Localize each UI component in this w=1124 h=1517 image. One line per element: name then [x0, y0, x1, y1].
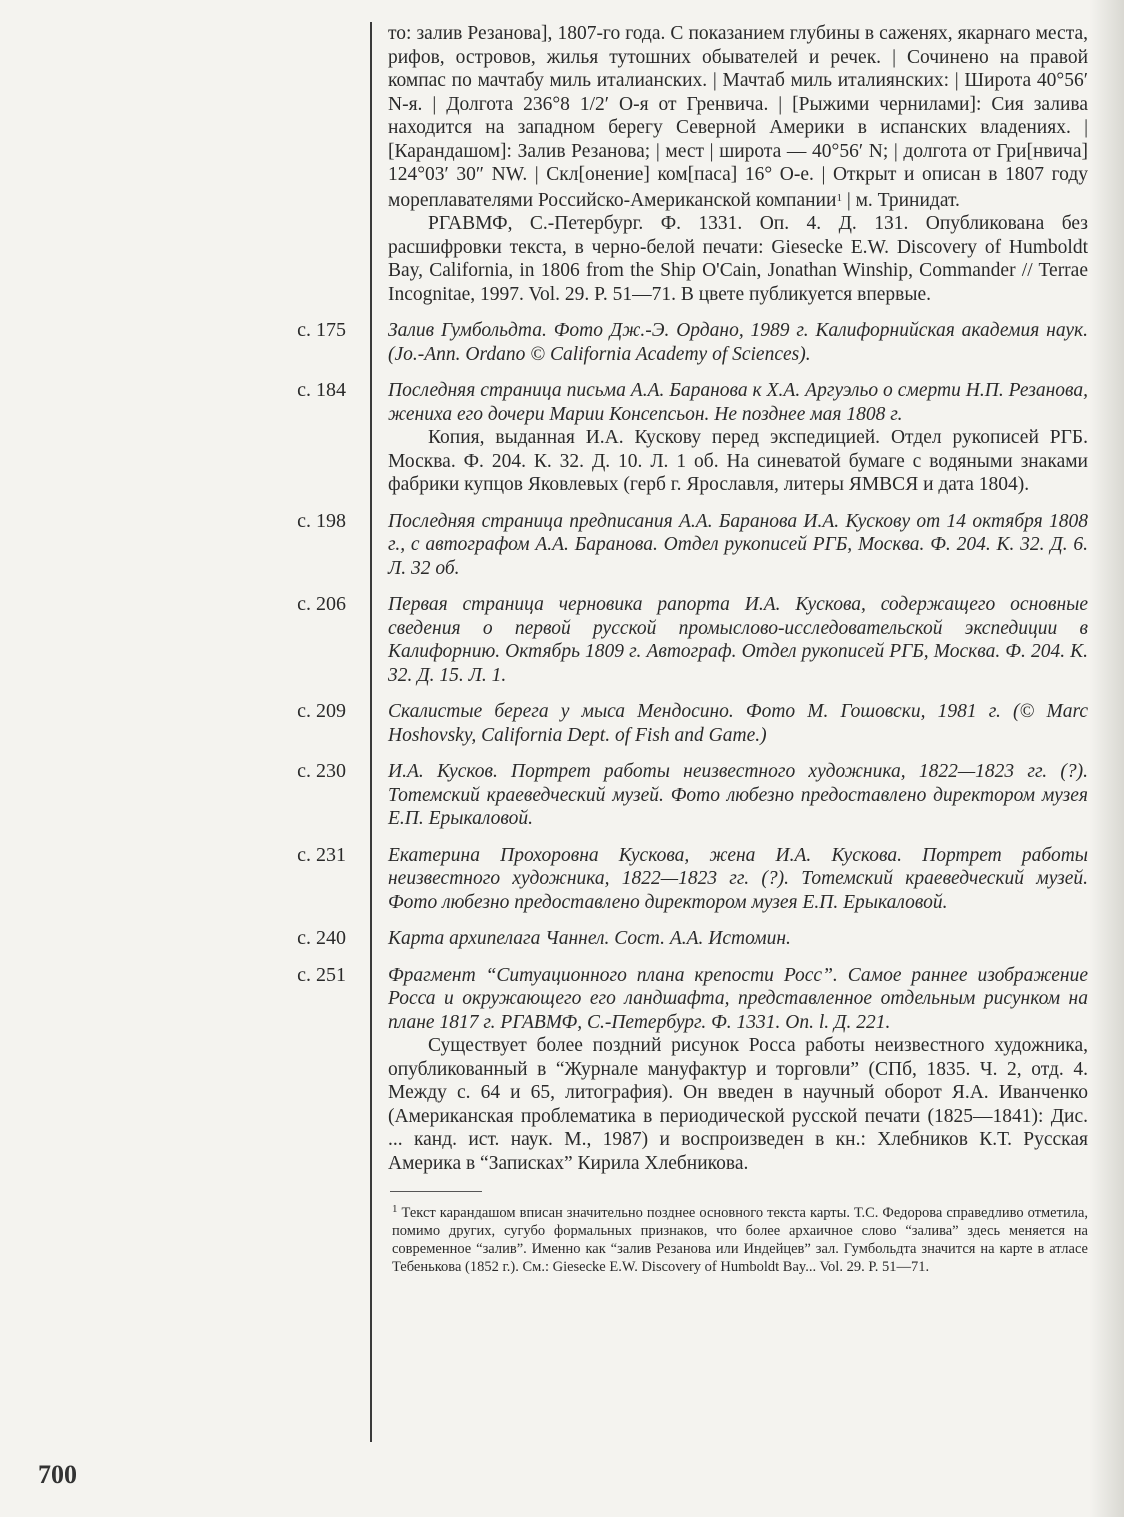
caption-entry: [297, 509, 1088, 581]
caption-entry: [297, 379, 1088, 497]
page-ref: с. 251: [297, 963, 346, 986]
caption-entry: [297, 843, 1088, 915]
caption-entry: [297, 700, 1088, 747]
column-rule: [370, 22, 372, 1442]
caption-text: Последняя страница предписания А.А. Баранова И.А. Кускову от 14 октября 1808 г., с автографом А.А. Баранова. Отдел рукописей РГБ, Москва. Ф. 204. К. 32. Д. 6. Л. 32 об.: [388, 510, 1088, 579]
caption-text: Первая страница черновика рапорта И.А. Кускова, содержащего основные сведения о первой русской промыслово-исследовательской экспедиции в Калифорнию. Октябрь 1809 г. Автограф. Отдел рукописей РГБ, Москва. Ф. 204. К. 32. Д. 15. Л. 1.: [388, 594, 1088, 686]
page-ref: с. 175: [297, 319, 346, 341]
footnote-separator: [390, 1191, 482, 1192]
page-ref: с. 231: [297, 843, 346, 866]
caption-text: Фрагмент “Ситуационного плана крепости Росс”. Самое раннее изображение Росса и окружающего его ландшафта, представленное отдельным рисунком на плане 1817 г. РГАВМФ, С.-Петербург. Ф. 1331. Оп. l. Д. 221.: [388, 964, 1088, 1033]
page-ref: с. 206: [297, 593, 346, 615]
intro-text-end: | м. Тринидат.: [841, 189, 960, 211]
page-ref: с. 184: [297, 379, 346, 401]
footnote-mark: 1: [392, 1203, 398, 1215]
caption-text: Последняя страница письма А.А. Баранова к Х.А. Аргуэльо о смерти Н.П. Резанова, жениха его дочери Марии Консепсьон. Не позднее мая 1808 г.: [388, 380, 1088, 425]
caption-text: Залив Гумбольдта. Фото Дж.-Э. Ордано, 1989 г. Калифорнийская академия наук. (Jo.-Ann. Ordano © California Academy of Sciences).: [388, 320, 1088, 365]
footnote-text: Текст карандашом вписан значительно позднее основного текста карты. Т.С. Федорова справедливо отметила, помимо других, сугубо формальных признаков, что более архаичное слово “залива” здесь меняется на современное “залив”. Именно как “залив Резанова или Индейцев” зал. Гумбольдта значится на карте в атласе Тебенькова (1852 г.). См.: Giesecke E.W. Discovery of Humboldt Bay... Vol. 29. P. 51—71.: [392, 1205, 1089, 1275]
text-column: [297, 22, 1089, 1276]
caption-note: Копия, выданная И.А. Кускову перед экспедицией. Отдел рукописей РГБ. Москва. Ф. 204. К. 32. Д. 10. Л. 1 об. На синеватой бумаге с водяными знаками фабрики купцов Яковлевых (герб г. Ярославля, литеры ЯМВСЯ и дата 1804).: [388, 427, 1088, 495]
page-ref: с. 209: [297, 700, 346, 722]
page-ref: с. 198: [297, 509, 346, 532]
footnote: [392, 1200, 1088, 1276]
caption-entry: [297, 319, 1088, 366]
page-ref: с. 240: [297, 927, 346, 949]
footnote-ref[interactable]: 1: [836, 191, 842, 204]
intro-text: то: залив Резанова], 1807-го года. С показанием глубины в саженях, якарнаго места, рифов, островов, жилья тутошних обывателей и речек. | Сочинено на правой компас по мачтабу миль италианских. | Мачтаб миль италиянских: | Широта 40°56′ N-я. | Долгота 236°8 1/2′ О-я от Гренвича. | [Рыжими чернилами]: Сия залива находится на западном берегу Северной Америки в испанских владениях. | [Карандашом]: Залив Резанова; | мест | широта — 40°56′ N; | долгота от Гри[нвича] 124°03′ 30″ NW. | Скл[онение] ком[паса] 16° О-е. | Открыт и описан в 1807 году мореплавателями Российско-Американской компании: [388, 23, 1088, 211]
page-ref: с. 230: [297, 760, 346, 782]
intro-paragraph: [388, 22, 1088, 212]
caption-text: Екатерина Прохоровна Кускова, жена И.А. Кускова. Портрет работы неизвестного художника, 1822—1823 гг. (?). Тотемский краеведческий музей. Фото любезно предоставлено директором музея Е.П. Ерыкаловой.: [388, 844, 1088, 913]
caption-entry: [297, 593, 1088, 687]
caption-entry: [297, 760, 1088, 831]
caption-text: Карта архипелага Чаннел. Сост. А.А. Истомин.: [388, 928, 791, 949]
source-paragraph: РГАВМФ, С.-Петербург. Ф. 1331. Оп. 4. Д. 131. Опубликована без расшифровки текста, в черно-белой печати: Giesecke E.W. Discovery of Humboldt Bay, California, in 1806 from the Ship O'Cain, Jonathan Winship, Commander // Terrae Incognitae, 1997. Vol. 29. P. 51—71. В цвете публикуется впервые.: [388, 213, 1088, 305]
page-number: 700: [38, 1460, 77, 1489]
binding-shadow: [1090, 0, 1124, 1517]
caption-text: Скалистые берега у мыса Мендосино. Фото М. Гошовски, 1981 г. (© Marc Hoshovsky, California Dept. of Fish and Game.): [388, 701, 1088, 746]
caption-text: И.А. Кусков. Портрет работы неизвестного художника, 1822—1823 гг. (?). Тотемский краеведческий музей. Фото любезно предоставлено директором музея Е.П. Ерыкаловой.: [388, 761, 1088, 829]
caption-entry: [297, 963, 1088, 1176]
caption-note: Существует более поздний рисунок Росса работы неизвестного художника, опубликованный в “Журнале мануфактур и торговли” (СПб, 1835. Ч. 2, отд. 4. Между с. 64 и 65, литография). Он введен в научный оборот Я.А. Иванченко (Американская проблематика в периодической русской печати (1825—1841): Дис. ... канд. ист. наук. М., 1987) и воспроизведен в кн.: Хлебников К.Т. Русская Америка в “Записках” Кирила Хлебникова.: [388, 1035, 1088, 1174]
caption-entry: [297, 927, 1088, 951]
